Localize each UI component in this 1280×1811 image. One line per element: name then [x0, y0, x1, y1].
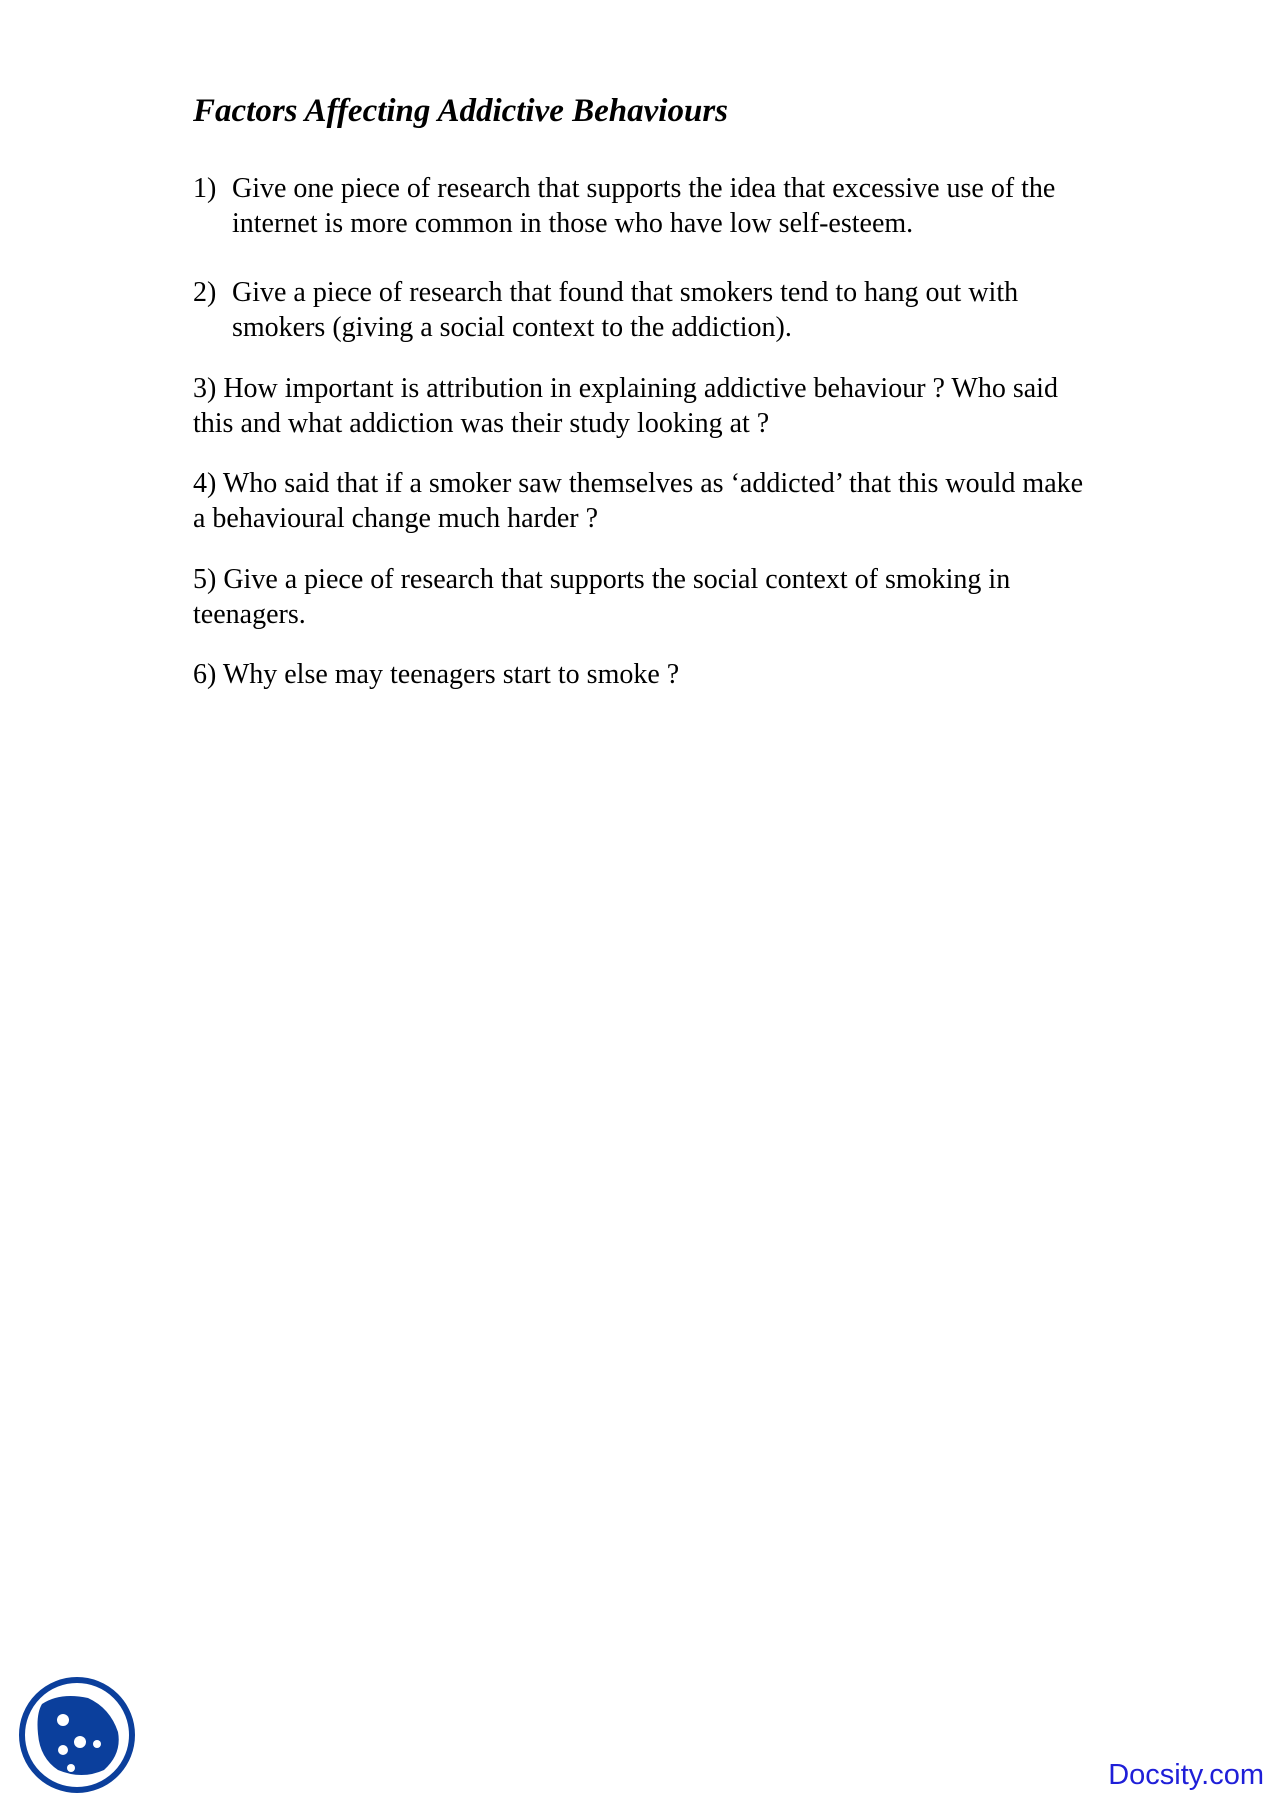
question-number: 2) [193, 277, 217, 308]
question-item [193, 171, 1093, 241]
question-item [193, 275, 1093, 345]
docsity-watermark: Docsity.com [1108, 1759, 1264, 1791]
docsity-logo-icon [18, 1676, 136, 1794]
question-text: Give a piece of research that found that smokers tend to hang out with smokers (giving a social context to the addiction). [232, 277, 1019, 343]
question-text: Give one piece of research that supports the idea that excessive use of the internet is more common in those who have low self-esteem. [232, 173, 1056, 239]
page-title: Factors Affecting Addictive Behaviours [193, 93, 729, 129]
question-item: 6) Why else may teenagers start to smoke ? [193, 659, 680, 690]
question-item: 4) Who said that if a smoker saw themselves as ‘addicted’ that this would make a behavioural change much harder ? [193, 468, 1084, 534]
question-number: 1) [193, 173, 217, 204]
question-item: 5) Give a piece of research that supports the social context of smoking in teenagers. [193, 564, 1011, 630]
question-item: 3) How important is attribution in explaining addictive behaviour ? Who said this and what addiction was their study looking at ? [193, 373, 1058, 439]
